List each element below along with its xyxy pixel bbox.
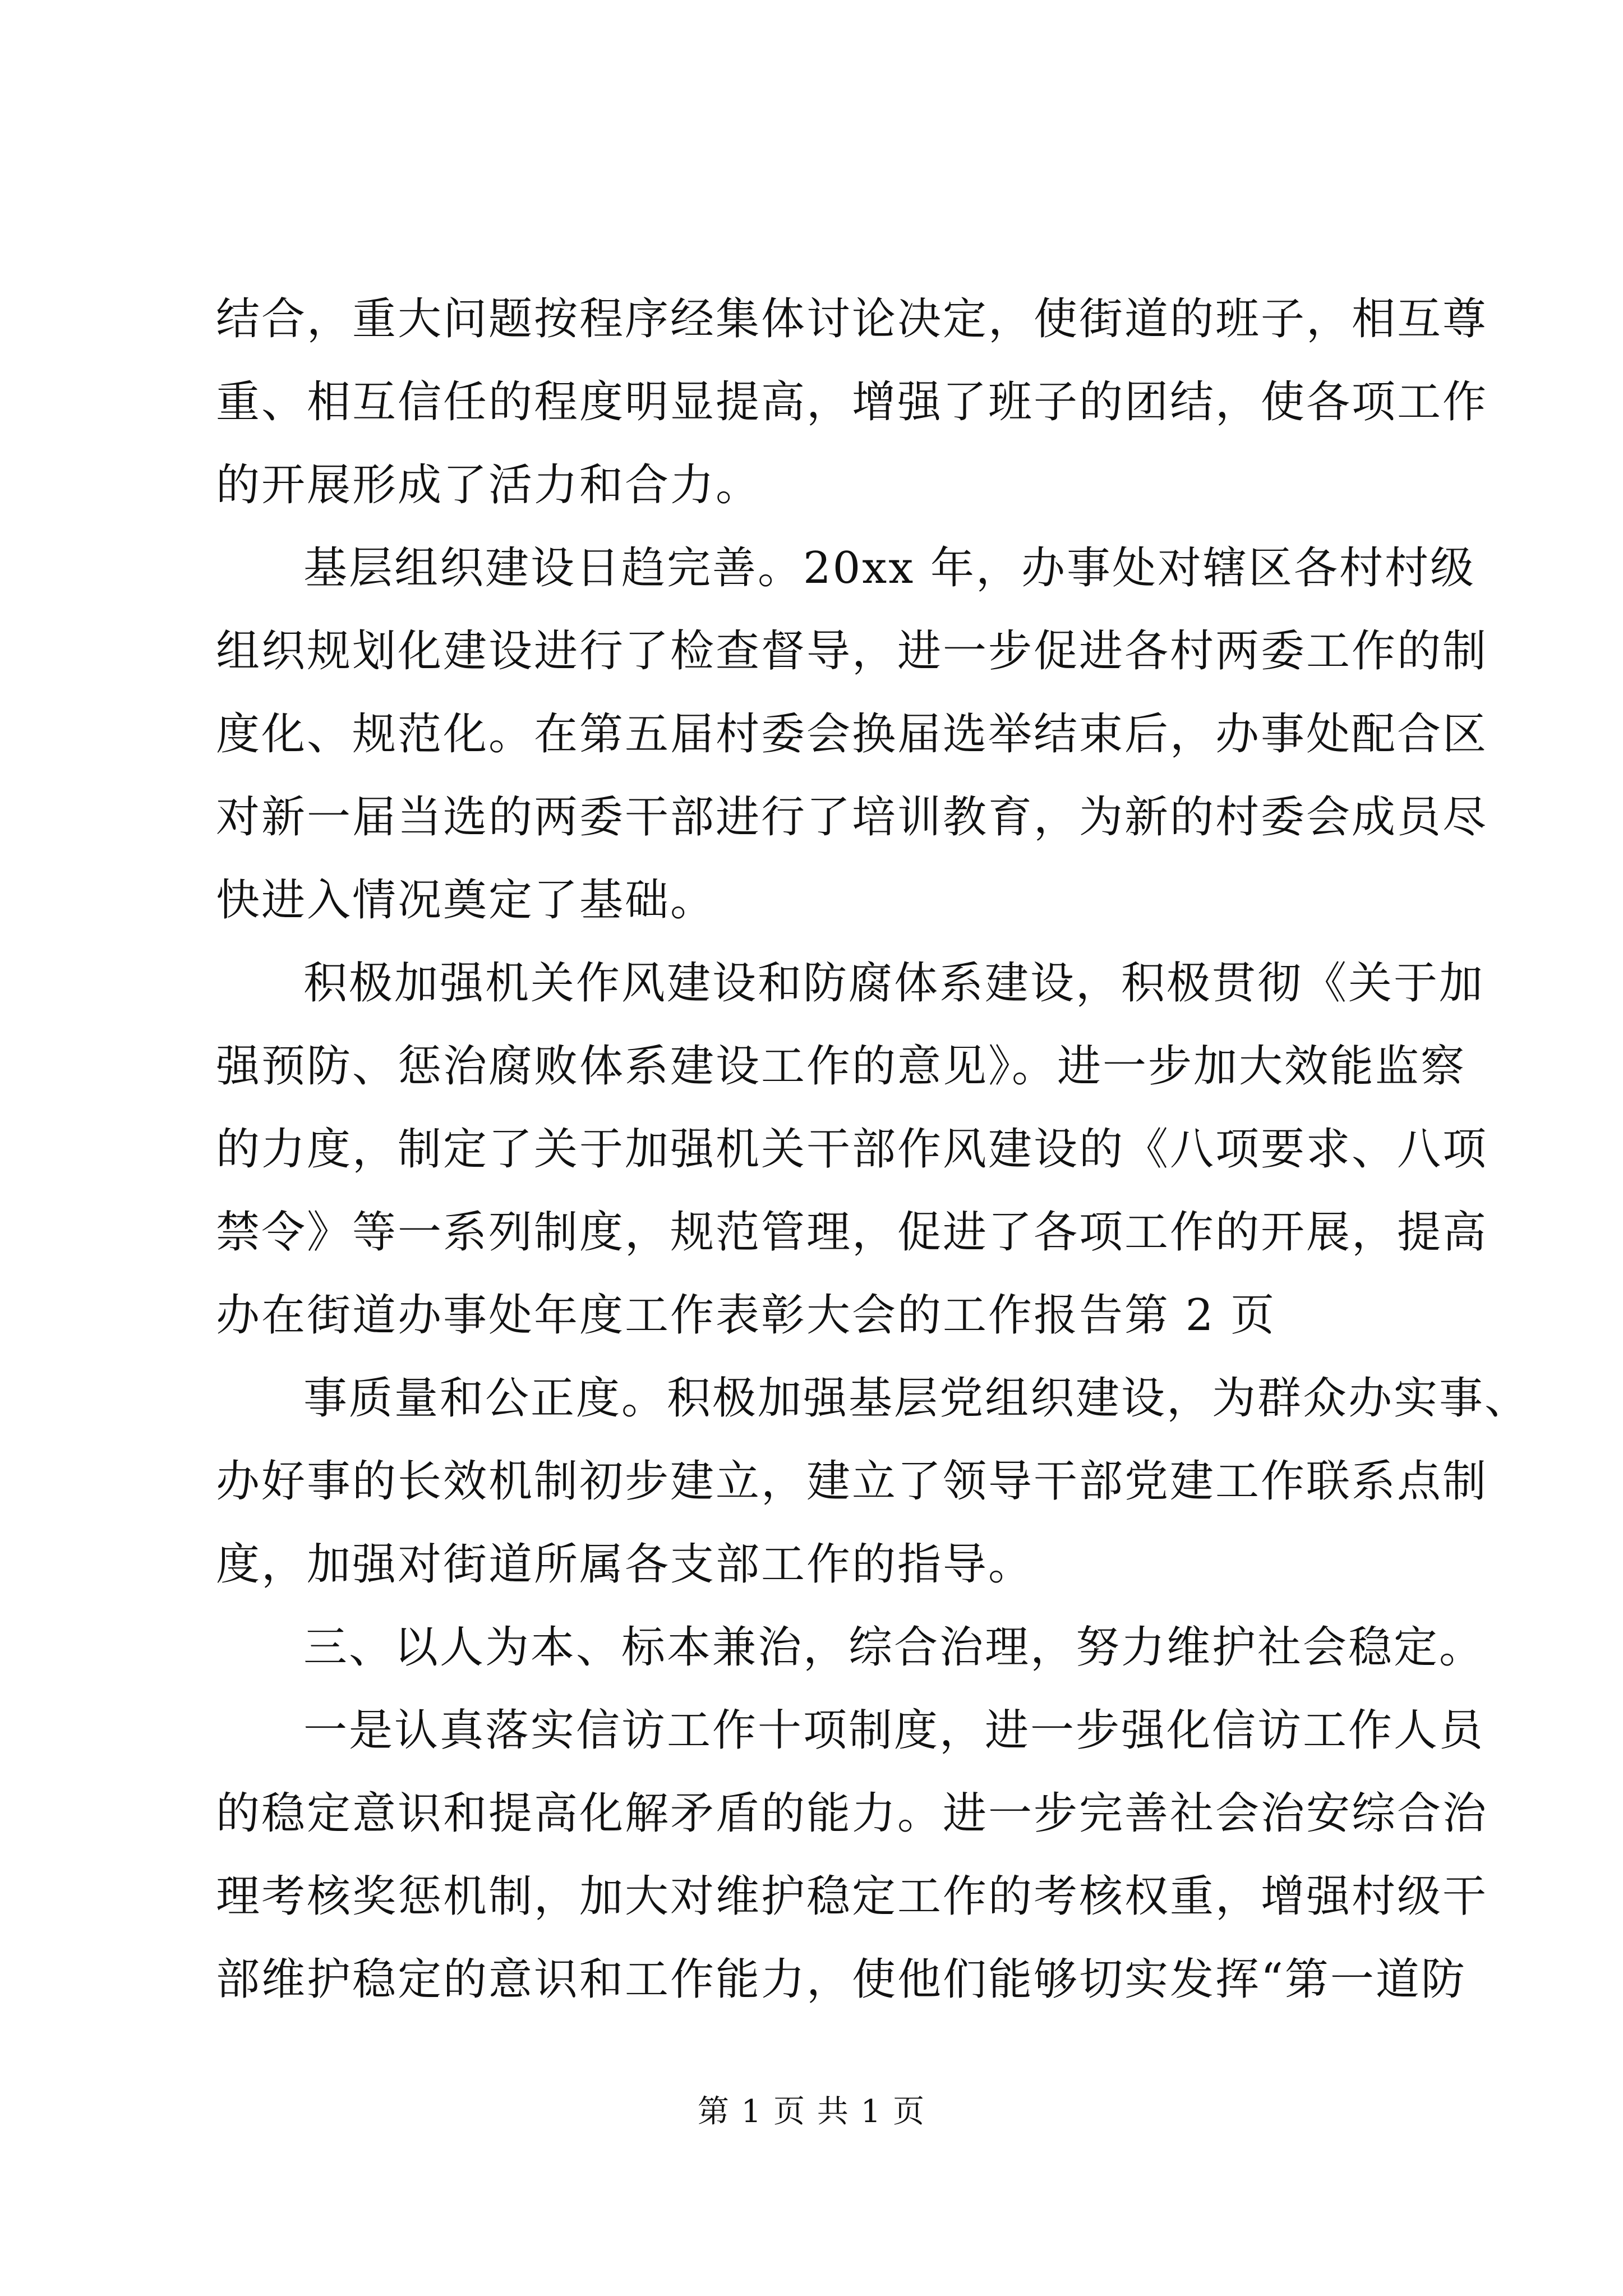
section-heading-line: 三、以人为本、标本兼治，综合治理，努力维护社会稳定。 — [303, 1622, 1485, 1673]
text-line: 理考核奖惩机制，加大对维护稳定工作的考核权重，增强村级干 — [216, 1871, 1488, 1922]
paragraph-start-line: 基层组织建设日趋完善。20xx 年，办事处对辖区各村村级 — [303, 543, 1476, 593]
text-line: 组织规划化建设进行了检查督导，进一步促进各村两委工作的制 — [216, 626, 1488, 677]
text-line: 部维护稳定的意识和工作能力，使他们能够切实发挥“第一道防 — [216, 1954, 1467, 2005]
text-line: 禁令》等一系列制度，规范管理，促进了各项工作的开展，提高 — [216, 1207, 1488, 1258]
text-line: 的力度，制定了关于加强机关干部作风建设的《八项要求、八项 — [216, 1124, 1488, 1175]
text-line: 快进入情况奠定了基础。 — [216, 875, 716, 926]
text-line: 的稳定意识和提高化解矛盾的能力。进一步完善社会治安综合治 — [216, 1788, 1488, 1839]
text-line: 度，加强对街道所属各支部工作的指导。 — [216, 1539, 1034, 1590]
text-line: 强预防、惩治腐败体系建设工作的意见》。进一步加大效能监察 — [216, 1041, 1467, 1092]
paragraph-start-line: 积极加强机关作风建设和防腐体系建设，积极贯彻《关于加 — [303, 958, 1485, 1009]
text-line: 结合，重大问题按程序经集体讨论决定，使街道的班子，相互尊 — [216, 294, 1488, 344]
text-line: 对新一届当选的两委干部进行了培训教育，为新的村委会成员尽 — [216, 792, 1488, 843]
text-line: 重、相互信任的程度明显提高，增强了班子的团结，使各项工作 — [216, 377, 1488, 427]
page-footer: 第 1 页 共 1 页 — [697, 2093, 926, 2130]
text-line: 的开展形成了活力和合力。 — [216, 460, 762, 510]
text-line: 办在街道办事处年度工作表彰大会的工作报告第 2 页 — [216, 1290, 1276, 1341]
text-line: 度化、规范化。在第五届村委会换届选举结束后，办事处配合区 — [216, 709, 1488, 760]
text-line: 办好事的长效机制初步建立，建立了领导干部党建工作联系点制 — [216, 1456, 1488, 1507]
document-body — [216, 278, 1530, 2021]
paragraph-start-line: 事质量和公正度。积极加强基层党组织建设，为群众办实事、 — [303, 1373, 1530, 1424]
paragraph-start-line: 一是认真落实信访工作十项制度，进一步强化信访工作人员 — [303, 1705, 1485, 1756]
